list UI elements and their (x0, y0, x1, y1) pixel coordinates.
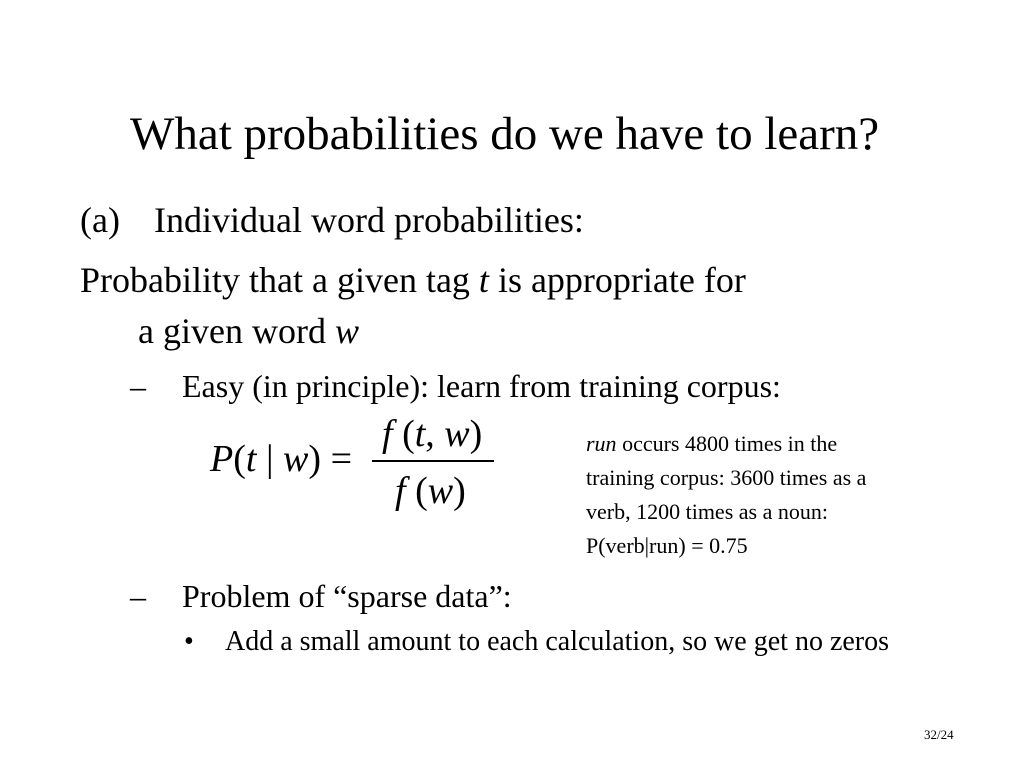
page-number: 32/24 (924, 727, 954, 742)
tag-variable: t (478, 260, 489, 300)
definition-line-2 (138, 309, 359, 353)
formula-paren: ) (308, 438, 322, 480)
dash-bullet-2: – (130, 578, 146, 614)
sub-point-easy: Easy (in principle): learn from training corpus: (182, 368, 781, 404)
formula-t: t (245, 438, 257, 480)
item-a-text: Individual word probabilities: (154, 200, 584, 240)
note-line-2: training corpus: 3600 times as a (586, 465, 867, 490)
formula-lhs (210, 436, 352, 482)
slide-title: What probabilities do we have to learn? (130, 108, 880, 160)
formula-paren: ) (453, 470, 466, 512)
word-variable: w (334, 311, 359, 351)
bullet-smoothing: Add a small amount to each calculation, so we get no zeros (225, 626, 890, 657)
item-a-label: (a) (80, 200, 120, 240)
example-note (586, 427, 866, 563)
formula-paren: ( (405, 470, 428, 512)
sub-point-sparse-data: Problem of “sparse data”: (182, 578, 512, 614)
definition-text-line2: a given word (138, 311, 335, 351)
note-line-1 (586, 427, 866, 461)
bullet-dot: • (184, 626, 194, 657)
formula-w: w (427, 470, 454, 512)
note-line-1-text: occurs 4800 times in the (616, 431, 838, 456)
formula-w: w (444, 413, 470, 455)
fraction-bar (372, 460, 494, 462)
formula-denominator (395, 468, 466, 514)
formula-equals: = (321, 438, 352, 480)
note-run-word: run (586, 431, 617, 456)
formula-comma: , (425, 413, 445, 455)
formula-f: f (382, 413, 393, 455)
formula-P: P (210, 438, 234, 480)
formula-w: w (283, 438, 309, 480)
formula-paren: ( (392, 413, 415, 455)
note-line-3: verb, 1200 times as a noun: (586, 499, 828, 524)
definition-line-1 (80, 258, 746, 302)
formula-paren: ) (469, 413, 483, 455)
formula-f: f (395, 470, 406, 512)
definition-text-pre: Probability that a given tag (80, 260, 479, 300)
dash-bullet-1: – (130, 368, 146, 404)
formula-t: t (414, 413, 426, 455)
item-a (80, 198, 584, 242)
note-line-4: P(verb|run) = 0.75 (586, 533, 748, 558)
formula-paren: ( (233, 438, 246, 480)
formula-numerator (382, 411, 482, 457)
formula-bar: | (256, 438, 284, 480)
definition-text-mid: is appropriate for (488, 260, 746, 300)
